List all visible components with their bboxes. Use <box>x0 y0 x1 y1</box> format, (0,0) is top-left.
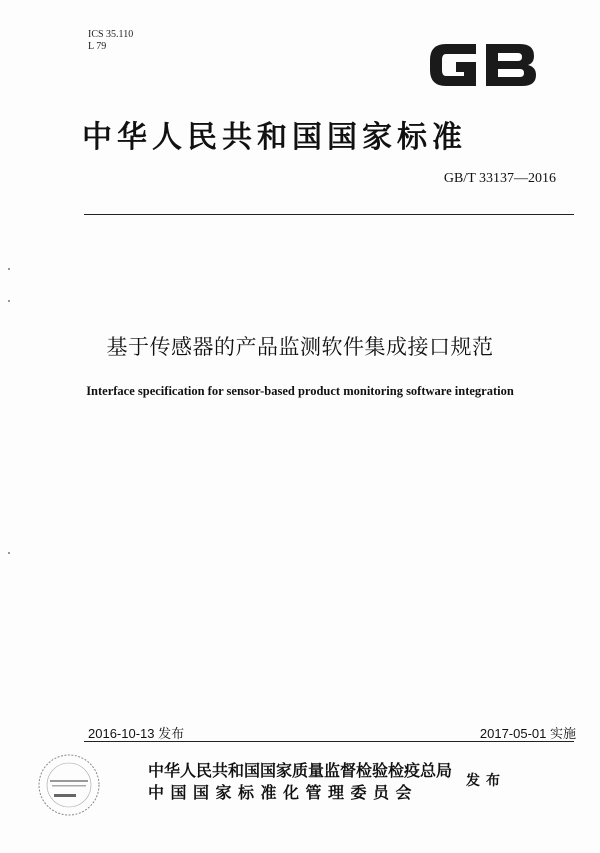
ccs-code: L 79 <box>88 41 107 52</box>
scan-speck <box>8 300 10 302</box>
national-standard-heading: 中华人民共和国国家标准 <box>82 120 467 155</box>
header-divider <box>84 214 574 215</box>
issuer-sac: 中国国家标准化管理委员会 <box>148 783 419 802</box>
title-chinese: 基于传感器的产品监测软件集成接口规范 <box>106 335 494 359</box>
publish-label: 发布 <box>466 773 506 789</box>
gb-logo-g <box>430 44 476 86</box>
scan-speck <box>8 268 10 270</box>
implementation-date: 2017-05-01 实施 <box>479 726 576 741</box>
classification-codes <box>88 29 133 53</box>
gb-logo <box>424 36 542 94</box>
ics-code: ICS 35.110 <box>88 29 134 40</box>
issuer-aqsiq: 中华人民共和国国家质量监督检验检疫总局 <box>148 761 453 780</box>
library-stamp <box>36 752 102 818</box>
scan-speck <box>8 552 10 554</box>
footer-divider <box>84 741 574 742</box>
issuing-authorities <box>148 760 452 804</box>
standard-number: GB/T 33137—2016 <box>443 171 556 186</box>
issue-date: 2016-10-13 发布 <box>88 726 185 741</box>
title-english: Interface specification for sensor-based product monitoring software integration <box>86 384 514 398</box>
gb-logo-b <box>486 44 536 86</box>
